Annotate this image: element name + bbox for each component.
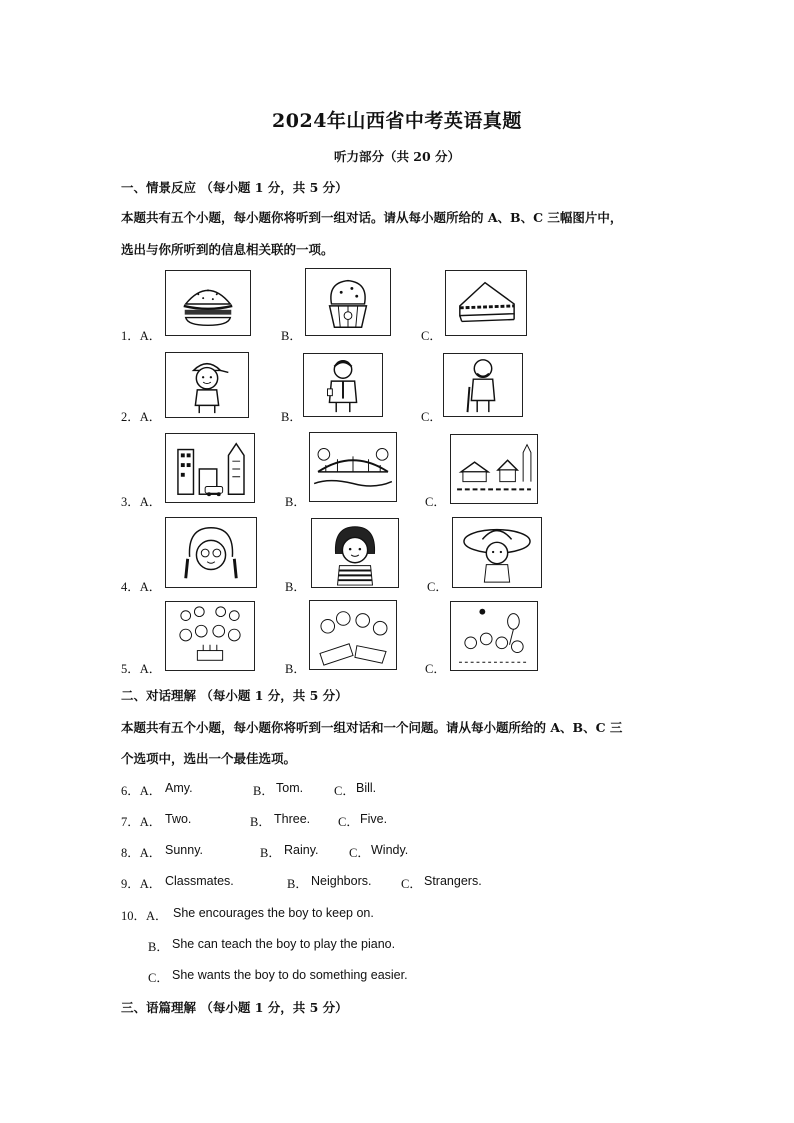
q2-label: 2．A． [121,410,162,424]
q9-option-a[interactable]: Classmates. [165,874,234,888]
q5-c-label: C． [425,662,446,676]
q1-b-label: B． [281,329,302,343]
q10-option-a[interactable]: She encourages the boy to keep on. [173,906,374,920]
girl-striped-shirt-icon[interactable] [311,518,399,588]
q7-option-c[interactable]: Five. [360,812,388,826]
q8-c-label: C． [349,846,370,860]
q7-c-label: C． [338,815,359,829]
q10-b-label: B． [148,940,169,954]
q10-option-b[interactable]: She can teach the boy to play the piano. [172,937,396,951]
girl-with-glasses-icon[interactable] [165,517,257,588]
q5-b-label: B． [285,662,306,676]
birthday-party-icon[interactable] [165,601,255,671]
q7-b-label: B． [250,815,271,829]
q3-b-label: B． [285,495,306,509]
boy-with-cap-icon[interactable] [165,352,249,418]
park-bridge-icon[interactable] [309,432,397,502]
cupcake-icon[interactable] [305,268,391,336]
section2-instruction-line2: 个选项中，选出一个最佳选项。 [121,751,297,766]
section2-instruction-line1: 本题共有五个小题，每小题你将听到一组对话和一个问题。请从每小题所给的 A、B、C 三 [121,720,623,735]
q9-b-label: B． [287,877,308,891]
q8-label: 8．A． [121,846,162,860]
hamburger-icon[interactable] [165,270,251,336]
q9-option-c[interactable]: Strangers. [424,874,482,888]
village-icon[interactable] [450,434,538,504]
q1-c-label: C． [421,329,442,343]
q4-label: 4．A． [121,580,162,594]
q10-c-label: C． [148,971,169,985]
q6-label: 6．A． [121,784,162,798]
city-buildings-icon[interactable] [165,433,255,503]
page-title: 2024年山西省中考英语真题 [272,110,522,132]
section1-heading: 一、情景反应 （每小题 1 分，共 5 分） [121,180,348,195]
page-subtitle: 听力部分（共 20 分） [333,149,461,164]
q8-option-b[interactable]: Rainy. [284,843,319,857]
q4-c-label: C． [427,580,448,594]
q4-b-label: B． [285,580,306,594]
q1-label: 1．A． [121,329,162,343]
section3-heading: 三、语篇理解 （每小题 1 分，共 5 分） [121,1000,348,1015]
q6-option-c[interactable]: Bill. [356,781,377,795]
section2-heading: 二、对话理解 （每小题 1 分，共 5 分） [121,688,348,703]
q7-label: 7．A． [121,815,162,829]
old-man-with-cane-icon[interactable] [443,353,523,417]
q10-option-c[interactable]: She wants the boy to do something easier. [172,968,408,982]
section1-instruction-line1: 本题共有五个小题，每小题你将听到一组对话。请从每小题所给的 A、B、C 三幅图片中， [121,210,623,225]
q2-c-label: C． [421,410,442,424]
q7-option-b[interactable]: Three. [274,812,311,826]
q2-b-label: B． [281,410,302,424]
q6-b-label: B． [253,784,274,798]
people-drawing-icon[interactable] [309,600,397,670]
q3-label: 3．A． [121,495,162,509]
q9-label: 9．A． [121,877,162,891]
q6-option-a[interactable]: Amy. [165,781,193,795]
q7-option-a[interactable]: Two. [165,812,192,826]
q8-b-label: B． [260,846,281,860]
q6-option-b[interactable]: Tom. [276,781,304,795]
q8-option-a[interactable]: Sunny. [165,843,203,857]
q9-option-b[interactable]: Neighbors. [311,874,372,888]
q6-c-label: C． [334,784,355,798]
q3-c-label: C． [425,495,446,509]
q10-label: 10．A． [121,909,168,923]
man-in-suit-icon[interactable] [303,353,383,417]
girl-sun-hat-icon[interactable] [452,517,542,588]
kids-balloons-icon[interactable] [450,601,538,671]
q9-c-label: C． [401,877,422,891]
sandwich-icon[interactable] [445,270,527,336]
section1-instruction-line2: 选出与你所听到的信息相关联的一项。 [121,242,334,257]
q5-label: 5．A． [121,662,162,676]
q8-option-c[interactable]: Windy. [371,843,409,857]
